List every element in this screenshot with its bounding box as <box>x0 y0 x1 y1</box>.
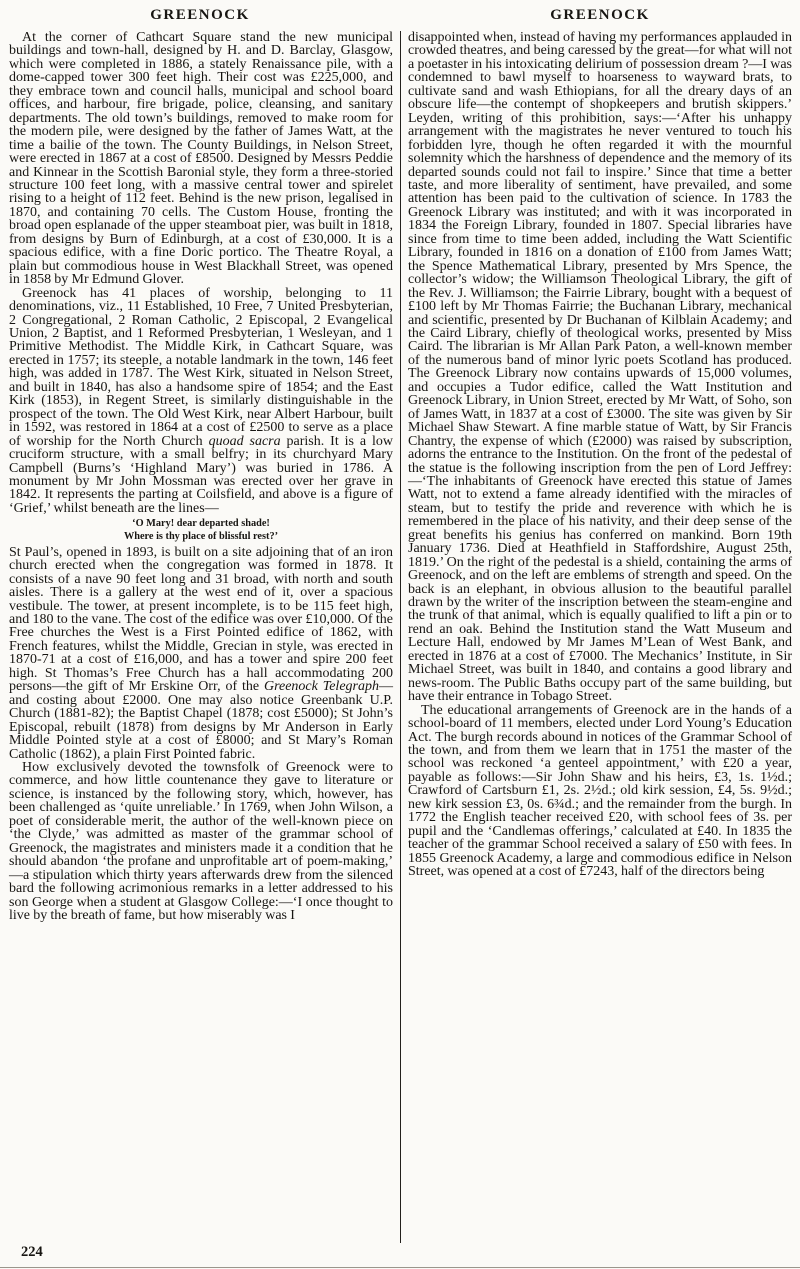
poem-line-2: Where is thy place of blissful rest?’ <box>123 530 279 542</box>
right-column <box>408 31 792 1243</box>
poem-quote <box>9 518 393 542</box>
paragraph-st-pauls <box>9 546 393 761</box>
paragraph-text: parish. It is a low cruciform structure, with a small belfry; in its churchyard Mary Campbell (Burns’s ‘Highland Mary’) was buried in 1786. A monument by Mr John Mossman was erected over her grave in 1842. It represents the parting at Coilsfield, and above is a figure of ‘Grief,’ whilst beneath are the lines— <box>9 433 394 516</box>
paragraph-text: At the corner of Cathcart Square stand the new municipal buildings and town-hall, designed by H. and D. Barclay, Glasgow, which were completed in 1886, a stately Renaissance pile, with a dome-capped tower 300 feet high. Their cost was £225,000, and they embrace town and council halls, municipal and school board offices, and harbour, fire brigade, police, cleansing, and sanitary departments. The old town’s buildings, removed to make room for the modern pile, were designed by the father of James Watt, at the time a bailie of the town. The County Buildings, in Nelson Street, were erected in 1867 at a cost of £8500. Designed by Messrs Peddie and Kinnear in the Scottish Baronial style, they form a three-storied structure 100 feet long, with a massive central tower and spirelet rising to a height of 112 feet. Behind is the new prison, legalised in 1870, and containing 70 cells. The Custom House, fronting the broad open esplanade of the upper steamboat pier, was built in 1818, from designs by Burn of Edinburgh, at a cost of £30,000. It is a spacious edifice, with a fine Doric portico. The Theatre Royal, a plain but commodious house in West Blackhall Street, was opened in 1858 by Mr Edmund Glover. <box>9 30 393 288</box>
paragraph-text: St Paul’s, opened in 1893, is built on a site adjoining that of an iron church erected when the congregation was formed in 1878. It consists of a nave 90 feet long and 31 broad, with north and south aisles. There is a gallery at the west end of it, over a spacious vestibule. The tower, at present incomplete, is to be 115 feet high, and 180 to the vane. The cost of the edifice was over £10,000. Of the Free churches the West is a First Pointed edifice of 1862, with French features, whilst the Middle, Grecian in style, was erected in 1870-71 at a cost of £16,000, and has a tower and spire 200 feet high. St Thomas’s Free Church has a hall accommodating 200 persons—the gift of Mr Erskine Orr, of the <box>9 544 393 695</box>
paragraph-text: Greenock has 41 places of worship, belonging to 11 denominations, viz., 11 Established, 10 Free, 7 United Presbyterian, 2 Congregational, 2 Roman Catholic, 2 Episcopal, 2 Evangelical Union, 2 Baptist, and 1 Reformed Presbyterian, 1 Wesleyan, and 1 Primitive Methodist. The Middle Kirk, in Cathcart Square, was erected in 1757; its steeple, a notable landmark in the town, 146 feet high, was added in 1787. The West Kirk, situated in Nelson Street, and built in 1840, has also a handsome spire of 1854; and the East Kirk (1853), in Regent Street, is similarly distinguishable in the prospect of the town. The Old West Kirk, near Albert Harbour, built in 1592, was restored in 1864 at a cost of £2500 to serve as a place of worship for the North Church <box>9 285 393 449</box>
paragraph-commerce-story <box>9 761 393 922</box>
italic-phrase-quoad-sacra: quoad sacra <box>208 433 281 449</box>
paragraph-text: The educational arrangements of Greenock are in the hands of a school-board of 11 members, elected under Lord Young’s Education Act. The burgh records abound in notices of the Grammar School of the town, and from them we learn that in 1751 the master of the school was reckoned ‘a genteel appointment,’ with £20 a year, payable as follows:—Sir John Shaw and his heirs, £3, 1s. 1½d.; Crawford of Cartsburn £1, 2s. 2½d.; old kirk session, £4, 5s. 9½d.; new kirk session £3, 0s. 6¾d.; and the remainder from the burgh. In 1772 the English teacher received £20, with school fees of 3s. per pupil and the ‘Candlemas offerings,’ calculated at £40. In 1835 the teacher of the grammar School received a salary of £50 with fees. In 1855 Greenock Academy, a large and commodious edifice in Nelson Street, was opened at a cost of £7243, half of the directors being <box>408 702 792 880</box>
left-column <box>9 31 393 1243</box>
page-number: 224 <box>21 1244 43 1260</box>
italic-phrase-greenock-telegraph: Greenock Telegraph <box>263 679 379 695</box>
running-heads <box>0 0 800 24</box>
paragraph-places-of-worship <box>9 287 393 516</box>
paragraph-library-watt <box>408 31 792 704</box>
paragraph-text: —and costing about £2000. One may also notice Greenbank U.P. Church (1881-82); the Baptist Chapel (1878; cost £5000); St John’s Episcopal, rebuilt (1878) from designs by Mr Anderson in Early Middle Pointed style at a cost of £8000; and St Mary’s Roman Catholic (1862), a plain First Pointed fabric. <box>9 679 393 762</box>
paragraph-text: disappointed when, instead of having my performances applauded in crowded theatres, and being caressed by the great—for what will not a poetaster in his intoxicating delirium of possession dream ?—I was condemned to bawl myself to hoarseness to wayward brats, to cultivate sand and wash Ethiopians, for all the dreary days of an obscure life—the contempt of shopkeepers and brutish skippers.’ Leyden, writing of this prohibition, says:—‘After his unhappy arrangement with the magistrates he never ventured to touch his forbidden lyre, though he often regarded it with the mournful solemnity which the harshness of dependence and the memory of its departed sounds could not fail to inspire.’ Since that time a better taste, and more liberality of sentiment, have prevailed, and some attention has been paid to the cultivation of science. In 1783 the Greenock Library was instituted; and with it was incorporated in 1834 the Foreign Library, founded in 1807. Special libraries have since from time to time been added, including the Watt Scientific Library, founded in 1816 on a donation of £100 from James Watt; the Spence Mathematical Library, presented by Mrs Spence, the collector’s widow; the Williamson Theological Library, the gift of the Rev. J. Williamson; the Fairrie Library, bought with a bequest of £100 left by Mr Thomas Fairrie; the Buchanan Library, mechanical and scientific, presented by Dr Buchanan of Kilblain Academy; and the Caird Library, chiefly of theological works, presented by Miss Caird. The librarian is Mr Allan Park Paton, a well-known member of the numerous band of minor lyric poets Scotland has produced. The Greenock Library now contains upwards of 15,000 volumes, and occupies a Tudor edifice, called the Watt Institution and Greenock Library, in Union Street, erected by Mr Watt, of Soho, son of James Watt, in 1837 at a cost of £3000. The site was given by Sir Michael Shaw Stewart. A fine marble statue of Watt, by Sir Francis Chantry, the expense of which (£2000) was raised by subscription, adorns the entrance to the Institution. On the front of the pedestal of the statue is the following inscription from the pen of Lord Jeffrey:—‘The inhabitants of Greenock have erected this statue of James Watt, not to extend a fame already identified with the miracles of steam, but to testify the pride and reverence with which he is remembered in the place of his nativity, and their deep sense of the great benefits his genius has conferred on mankind. Born 19th January 1736. Died at Heathfield in Staffordshire, August 25th, 1819.’ On the right of the pedestal is a shield, containing the arms of Greenock, and on the left are emblems of strength and speed. On the back is an elephant, in obvious allusion to the beautiful parallel drawn by the writer of the inscription between the steam-engine and the trunk of that animal, which is equally qualified to lift a pin or to rend an oak. Behind the Institution stand the Watt Museum and Lecture Hall, endowed by Mr James M’Lean of West Bank, and erected in 1876 at a cost of £7000. The Mechanics’ Institute, in Sir Michael Street, was built in 1840, and contains a good library and news-room. The Public Baths occupy part of the same building, but have their entrance in Tobago Street. <box>408 30 792 705</box>
bottom-page-rule <box>0 1267 800 1268</box>
text-columns <box>0 31 800 1243</box>
paragraph-text: How exclusively devoted the townsfolk of Greenock were to commerce, and how little countenance they gave to literature or science, is instanced by the following story, which, however, has been challenged as ‘quite unreliable.’ In 1769, when John Wilson, a poet of considerable merit, the author of the well-known piece on ‘the Clyde,’ was admitted as master of the grammar school of Greenock, the magistrates and ministers made it a condition that he should abandon ‘the profane and unprofitable art of poem-making,’ —a stipulation which thirty years afterwards drew from the silenced bard the following acrimonious remarks in a letter addressed to his son George when a student at Glasgow College:—‘I once thought to live by the breath of fame, but how miserably was I <box>9 759 393 923</box>
paragraph-education <box>408 704 792 879</box>
column-divider-rule <box>400 31 401 1243</box>
paragraph-municipal-buildings <box>9 31 393 287</box>
running-head-left: GREENOCK <box>150 7 250 23</box>
poem-line-1: ‘O Mary! dear departed shade! <box>132 518 270 530</box>
running-head-right: GREENOCK <box>550 7 650 23</box>
